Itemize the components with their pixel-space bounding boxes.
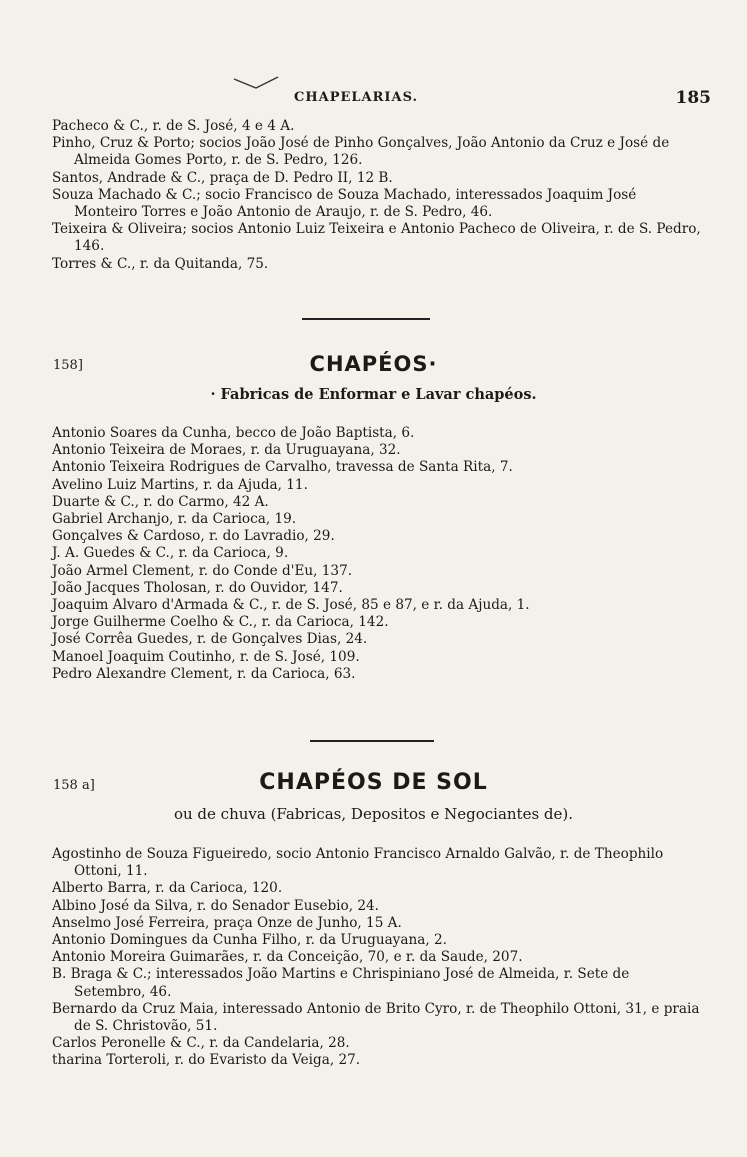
list-item: Pinho, Cruz & Porto; socios João José de Pinho Gonçalves, João Antonio da Cruz e José de Almeida Gomes Porto, r. de S. Pedro, 126.	[52, 135, 670, 169]
list-item: Antonio Moreira Guimarães, r. da Conceição, 70, e r. da Saude, 207.	[52, 949, 523, 966]
list-item: João Jacques Tholosan, r. do Ouvidor, 147.	[52, 579, 343, 596]
list-item: Gabriel Archanjo, r. da Carioca, 19.	[52, 511, 297, 528]
section-subtitle: ou de chuva (Fabricas, Depositos e Negociantes de).	[173, 805, 574, 823]
list-item: tharina Torteroli, r. do Evaristo da Veiga, 27.	[52, 1052, 361, 1069]
page-header	[0, 88, 747, 112]
list-item: Alberto Barra, r. da Carioca, 120.	[52, 880, 283, 897]
list-item: Torres & C., r. da Quitanda, 75.	[52, 255, 269, 272]
list-item: Teixeira & Oliveira; socios Antonio Luiz Teixeira e Antonio Pacheco de Oliveira, r. de S. Pedro, 146.	[52, 221, 701, 255]
top-entries-list	[52, 118, 702, 273]
list-item: Duarte & C., r. do Carmo, 42 A.	[52, 493, 269, 510]
list-item: Bernardo da Cruz Maia, interessado Antonio de Brito Cyro, r. de Theophilo Ottoni, 31, e praia de S. Christovão, 51.	[52, 1000, 700, 1035]
section-number: 158]	[53, 358, 83, 373]
list-item: Pedro Alexandre Clement, r. da Carioca, 63.	[52, 665, 356, 682]
list-item: José Corrêa Guedes, r. de Gonçalves Dias, 24.	[52, 631, 368, 648]
list-item: Avelino Luiz Martins, r. da Ajuda, 11.	[52, 476, 308, 493]
list-item: B. Braga & C.; interessados João Martins e Chrispiniano José de Almeida, r. Sete de Setembro, 46.	[52, 966, 630, 1000]
page-number: 185	[675, 88, 711, 108]
list-item: Anselmo José Ferreira, praça Onze de Junho, 15 A.	[52, 914, 402, 931]
section-title: CHAPÉOS DE SOL	[259, 770, 488, 795]
list-item: Agostinho de Souza Figueiredo, socio Antonio Francisco Arnaldo Galvão, r. de Theophilo Ottoni, 11.	[52, 846, 664, 880]
section-title: CHAPÉOS·	[309, 352, 438, 376]
list-item: Joaquim Alvaro d'Armada & C., r. de S. José, 85 e 87, e r. da Ajuda, 1.	[52, 597, 530, 614]
list-item: Souza Machado & C.; socio Francisco de Souza Machado, interessados Joaquim José Monteiro Torres e João Antonio de Araujo, r. de S. Pedro, 46.	[52, 186, 637, 221]
list-item: Manoel Joaquim Coutinho, r. de S. José, 109.	[52, 648, 360, 665]
list-item: Santos, Andrade & C., praça de D. Pedro II, 12 B.	[52, 169, 393, 186]
list-item: Antonio Domingues da Cunha Filho, r. da Uruguayana, 2.	[52, 932, 447, 949]
check-mark-icon	[232, 76, 282, 90]
running-title: CHAPELARIAS.	[294, 90, 419, 105]
chapeos-de-sol-list	[52, 846, 702, 1070]
section-number: 158 a]	[53, 778, 95, 793]
list-item: J. A. Guedes & C., r. da Carioca, 9.	[52, 545, 289, 562]
list-item: Jorge Guilherme Coelho & C., r. da Carioca, 142.	[52, 614, 389, 631]
section-divider	[302, 318, 430, 320]
section-divider	[310, 740, 434, 742]
list-item: Antonio Soares da Cunha, becco de João Baptista, 6.	[52, 425, 415, 441]
list-item: Albino José da Silva, r. do Senador Eusebio, 24.	[52, 897, 379, 914]
list-item: João Armel Clement, r. do Conde d'Eu, 137.	[52, 562, 353, 579]
list-item: Gonçalves & Cardoso, r. do Lavradio, 29.	[52, 528, 335, 545]
section-subtitle: · Fabricas de Enformar e Lavar chapéos.	[210, 386, 537, 403]
list-item: Antonio Teixeira Rodrigues de Carvalho, travessa de Santa Rita, 7.	[52, 459, 513, 476]
list-item: Carlos Peronelle & C., r. da Candelaria, 28.	[52, 1035, 350, 1052]
chapeos-list	[52, 425, 702, 683]
list-item: Pacheco & C., r. de S. José, 4 e 4 A.	[52, 118, 295, 134]
list-item: Antonio Teixeira de Moraes, r. da Uruguayana, 32.	[52, 442, 401, 459]
